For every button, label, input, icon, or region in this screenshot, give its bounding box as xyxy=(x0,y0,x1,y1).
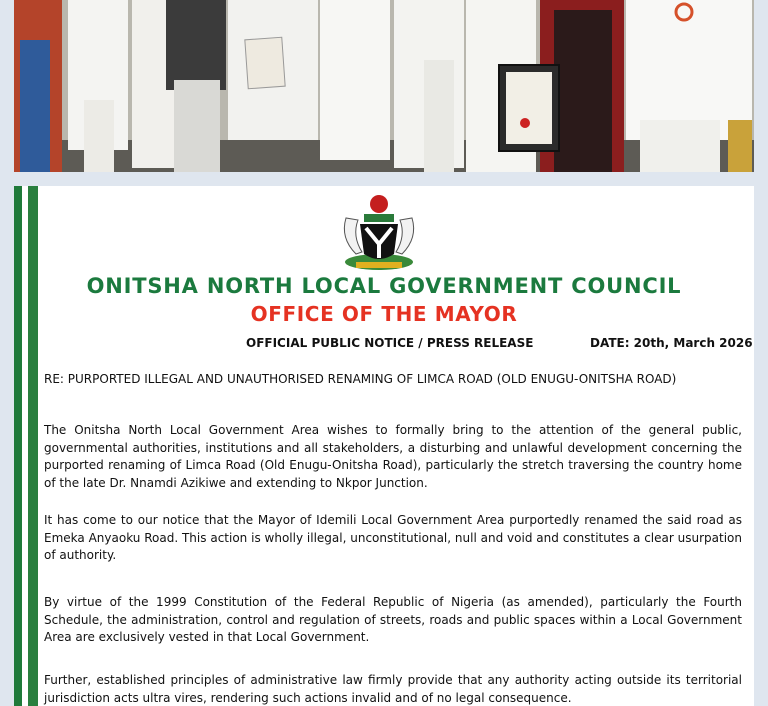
certificate-seal-icon xyxy=(520,118,530,128)
notice-type: OFFICIAL PUBLIC NOTICE / PRESS RELEASE xyxy=(246,336,534,350)
paragraph: By virtue of the 1999 Constitution of the Federal Republic of Nigeria (as amended), particularly the Fourth Schedule, the administration, control and regulation of streets, roads and public spaces within a Local Government Area are exclusively vested in that Local Government. xyxy=(44,595,742,645)
paragraph: The Onitsha North Local Government Area wishes to formally bring to the attention of the general public, governmental authorities, institutions and all stakeholders, a disturbing and unlawful development concerning the purported renaming of Limca Road (Old Enugu-Onitsha Road), particularly the stretch traversing the country home of the late Dr. Nnamdi Azikiwe and extending to Nkpor Junction. xyxy=(44,423,742,490)
paragraph: It has come to our notice that the Mayor of Idemili Local Government Area purportedly renamed the said road as Emeka Anyaoku Road. This action is wholly illegal, unconstitutional, null and void and constitutes a clear usurpation of authority. xyxy=(44,513,742,563)
press-release-document xyxy=(14,186,754,706)
green-border-stripe-inner xyxy=(28,186,38,706)
office-title: OFFICE OF THE MAYOR xyxy=(250,302,518,326)
certificate-plaque xyxy=(498,64,560,152)
council-title: ONITSHA NORTH LOCAL GOVERNMENT COUNCIL xyxy=(86,274,682,298)
event-photo xyxy=(14,0,754,172)
document-folder xyxy=(244,37,285,90)
notice-subject: RE: PURPORTED ILLEGAL AND UNAUTHORISED RENAMING OF LIMCA ROAD (OLD ENUGU-ONITSHA ROAD) xyxy=(44,372,677,386)
notice-date: DATE: 20th, March 2026 xyxy=(590,336,753,350)
group-people-image xyxy=(14,0,754,172)
paragraph: Further, established principles of administrative law firmly provide that any authority acting outside its territorial jurisdiction acts ultra vires, rendering such actions invalid and of no legal consequence. xyxy=(44,673,742,705)
green-border-stripe xyxy=(14,186,22,706)
nigeria-coat-of-arms-icon xyxy=(330,188,428,272)
